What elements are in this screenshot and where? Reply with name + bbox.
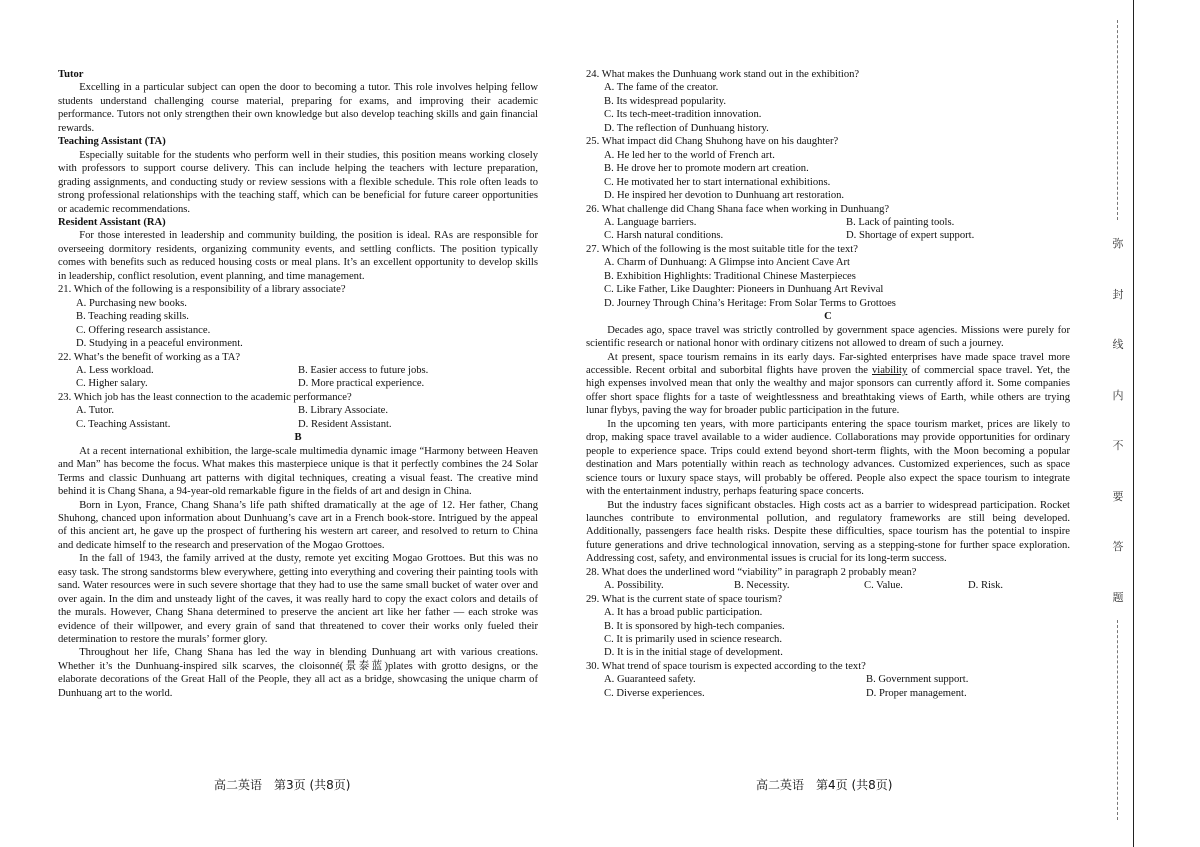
question-stem: 27. Which of the following is the most suitable title for the text? xyxy=(586,243,858,255)
binding-line xyxy=(1133,0,1134,847)
option-c: C. Harsh natural conditions. xyxy=(604,230,724,242)
tutor-heading: Tutor xyxy=(58,69,84,80)
binding-char: 弥 xyxy=(1112,237,1124,250)
passage-c-text: of commercial space travel. Yet, the high expenses involved mean that only the wealthy and major sponsors can currently afford it. Some companies offer short space flights for a taste of weightlessness and breathtaking views of Earth, while others are trying lunar flybys, paving the way for broader public participation in the future. xyxy=(586,364,1070,417)
option-d: D. The reflection of Dunhuang history. xyxy=(604,122,769,134)
option-d: D. Journey Through China’s Heritage: From Solar Terms to Grottoes xyxy=(604,297,896,309)
passage-c-paragraph: In the upcoming ten years, with more participants entering the space tourism market, prices are likely to drop, making space travel available to a wider audience. Collaborations may provide opportunities for ordinary people to experience space. Trips could extend beyond short-term flights, with the Moon becoming a popular destination and Mars potentially within reach as technology advances. Customized experiences, such as space science tours or luxury space stays, will probably be offered. People also expect the space tourism to integrate with the entertainment industry, perhaps featuring space concerts. xyxy=(586,418,1070,498)
binding-char: 封 xyxy=(1112,287,1124,301)
option-b: B. He drove her to promote modern art creation. xyxy=(604,163,809,175)
question-27 xyxy=(586,243,1070,310)
question-29 xyxy=(586,593,1070,660)
question-24 xyxy=(586,68,1070,135)
binding-char: 题 xyxy=(1112,590,1124,604)
option-a: A. The fame of the creator. xyxy=(604,82,719,94)
option-b: B. Necessity. xyxy=(734,580,790,592)
passage-b-paragraph: Throughout her life, Chang Shana has led the way in blending Dunhuang art with various creations. Whether it’s the Dunhuang-inspired silk scarves, the cloisonné(景泰蓝)plates with grotto designs, or the elaborate decorations of the Great Hall of the People, they all act as a bridge, showcasing the unique charm of Dunhuang art to the world. xyxy=(58,647,538,699)
option-d: D. It is in the initial stage of development. xyxy=(604,647,783,659)
option-a: A. Possibility. xyxy=(604,580,664,592)
question-25 xyxy=(586,135,1070,202)
option-c: C. He motivated her to start international exhibitions. xyxy=(604,176,831,188)
left-column xyxy=(58,68,538,700)
binding-char: 答 xyxy=(1112,540,1124,554)
question-22 xyxy=(58,351,538,391)
option-b: B. It is sponsored by high-tech companies. xyxy=(604,620,785,632)
question-stem: 23. Which job has the least connection to the academic performance? xyxy=(58,391,352,403)
passage-c-paragraph xyxy=(586,351,1070,418)
question-stem: 21. Which of the following is a responsibility of a library associate? xyxy=(58,284,346,296)
option-b: B. Its widespread popularity. xyxy=(604,95,726,107)
ta-text: Especially suitable for the students who perform well in their studies, this position means working closely with professors to support course delivery. This can include helping the teachers with lecture preparation, grading assignments, and conducting study or review sessions with a flexible schedule. This role often leads to strong professional relationships with the teaching staff, which can be beneficial for future career opportunities or academic recommendations. xyxy=(58,149,538,215)
option-d: D. Studying in a peaceful environment. xyxy=(76,338,243,350)
option-c: C. Offering research assistance. xyxy=(76,324,211,336)
question-28 xyxy=(586,566,1070,593)
binding-char: 要 xyxy=(1112,489,1124,503)
question-stem: 28. What does the underlined word “viability” in paragraph 2 probably mean? xyxy=(586,566,917,578)
option-a: A. Charm of Dunhuang: A Glimpse into Ancient Cave Art xyxy=(604,257,850,269)
passage-c-paragraph: Decades ago, space travel was strictly controlled by government space agencies. Missions were purely for scientific research or national honor with ordinary citizens not allowed to dream of such a journey. xyxy=(586,324,1070,350)
option-d: D. Shortage of expert support. xyxy=(846,230,975,242)
binding-char: 内 xyxy=(1112,388,1124,402)
binding-dash xyxy=(1117,620,1118,820)
option-c: C. Diverse experiences. xyxy=(604,687,705,699)
page-footer-right: 高二英语 第4页 (共8页) xyxy=(756,778,893,792)
option-a: A. Tutor. xyxy=(76,405,114,417)
ta-heading: Teaching Assistant (TA) xyxy=(58,136,166,148)
option-d: D. Resident Assistant. xyxy=(298,418,392,430)
ra-heading: Resident Assistant (RA) xyxy=(58,216,166,228)
option-b: B. Government support. xyxy=(866,674,969,686)
passage-b-paragraph: In the fall of 1943, the family arrived at the dusty, remote yet exciting Mogao Grottoes. But this was no easy task. The strong sandstorms blew everywhere, getting into everything and covering their painting tools with sand. Water resources were in such severe shortage that they had to use the same small bucket of water over and over again. In the dim and unsteady light of the caves, it was really hard to copy the exact colors and details of the murals. However, Chang Shana determined to preserve the ancient art like her father — each stroke was evidence of their willpower, and every grain of sand that threatened to cover their works only fueled their determination to restore the murals’ former glory. xyxy=(58,553,538,646)
passage-b-paragraph: At a recent international exhibition, the large-scale multimedia dynamic image “Harmony between Heaven and Man” has become the focus. What makes this masterpiece unique is that it perfectly combines the 24 Solar Terms and classic Dunhuang art patterns with digital techniques, creating a visual feast. The creative mind behind it is Chang Shana, a 94-year-old remarkable figure in the fields of art and design in China. xyxy=(58,445,538,498)
question-30 xyxy=(586,660,1070,700)
binding-notice xyxy=(1110,235,1126,605)
question-stem: 22. What’s the benefit of working as a TA? xyxy=(58,351,241,363)
option-b: B. Teaching reading skills. xyxy=(76,311,189,323)
binding-char: 不 xyxy=(1112,439,1124,453)
option-d: D. Proper management. xyxy=(866,687,967,699)
passage-c-text: At present, space tourism remains in its early days. Far-sighted enterprises have made space travel more accessible. Recent orbital and suborbital flights have proven the xyxy=(586,351,1070,376)
option-a: A. Purchasing new books. xyxy=(76,297,187,309)
option-b: B. Easier access to future jobs. xyxy=(298,364,429,376)
section-b-heading: B xyxy=(294,432,302,444)
question-stem: 29. What is the current state of space tourism? xyxy=(586,593,783,605)
option-c: C. Like Father, Like Daughter: Pioneers in Dunhuang Art Revival xyxy=(604,284,884,296)
option-c: C. It is primarily used in science research. xyxy=(604,634,782,646)
tutor-text: Excelling in a particular subject can open the door to becoming a tutor. This role involves helping fellow students understand challenging course material, preparing for exams, and improving their academic performance. Tutors not only strengthen their own knowledge but also develop teaching skills and gain financial rewards. xyxy=(58,82,538,134)
option-a: A. He led her to the world of French art. xyxy=(604,149,775,161)
question-stem: 26. What challenge did Chang Shana face when working in Dunhuang? xyxy=(586,203,890,215)
option-c: C. Its tech-meet-tradition innovation. xyxy=(604,109,762,121)
question-21 xyxy=(58,283,538,350)
question-26 xyxy=(586,203,1070,243)
right-column xyxy=(586,68,1070,700)
underlined-word: viability xyxy=(871,364,908,376)
option-c: C. Higher salary. xyxy=(76,378,148,390)
question-stem: 25. What impact did Chang Shuhong have on his daughter? xyxy=(586,136,839,148)
section-c-heading: C xyxy=(824,311,832,323)
question-23 xyxy=(58,391,538,431)
option-d: D. Risk. xyxy=(968,580,1004,592)
option-b: B. Exhibition Highlights: Traditional Chinese Masterpieces xyxy=(604,270,856,282)
question-stem: 24. What makes the Dunhuang work stand out in the exhibition? xyxy=(586,69,860,80)
option-d: D. More practical experience. xyxy=(298,378,425,390)
option-b: B. Lack of painting tools. xyxy=(846,216,955,228)
option-a: A. It has a broad public participation. xyxy=(604,607,763,619)
option-b: B. Library Associate. xyxy=(298,405,389,417)
passage-c-paragraph: But the industry faces significant obstacles. High costs act as a barrier to widespread participation. Rocket launches contribute to environmental pollution, and regulatory frameworks are still being developed. Additionally, passengers face health risks. Despite these difficulties, space tourism has the potential to inspire future generations and drive technological innovation, serving as a stepping-stone for further space exploration. Addressing cost, safety, and environmental issues is crucial for its long-term success. xyxy=(586,499,1070,565)
option-a: A. Language barriers. xyxy=(604,216,697,228)
option-c: C. Teaching Assistant. xyxy=(76,418,171,430)
option-c: C. Value. xyxy=(864,580,903,592)
option-d: D. He inspired her devotion to Dunhuang art restoration. xyxy=(604,190,845,202)
option-a: A. Less workload. xyxy=(76,364,154,376)
option-a: A. Guaranteed safety. xyxy=(604,674,696,686)
page-footer-left: 高二英语 第3页 (共8页) xyxy=(214,778,351,792)
binding-char: 线 xyxy=(1112,338,1124,352)
passage-b-paragraph: Born in Lyon, France, Chang Shana’s life path shifted dramatically at the age of 12. Her father, Chang Shuhong, chanced upon information about Dunhuang’s cave art in a French book-store. Intrigued by the appeal of this ancient art, he gave up the prospect of furthering his western art career, and resolved to return to China and dedicate himself to the research and preservation of the Mogao Grottoes. xyxy=(58,499,538,551)
binding-dash xyxy=(1117,20,1118,220)
question-stem: 30. What trend of space tourism is expected according to the text? xyxy=(586,660,866,672)
ra-text: For those interested in leadership and community building, the position is ideal. RAs are responsible for overseeing dormitory residents, organizing community events, and settling conflicts. The position typically comes with benefits such as reduced housing costs or meal plans. It’s an excellent opportunity to develop skills in leadership, conflict resolution, event planning, and time management. xyxy=(58,230,538,282)
